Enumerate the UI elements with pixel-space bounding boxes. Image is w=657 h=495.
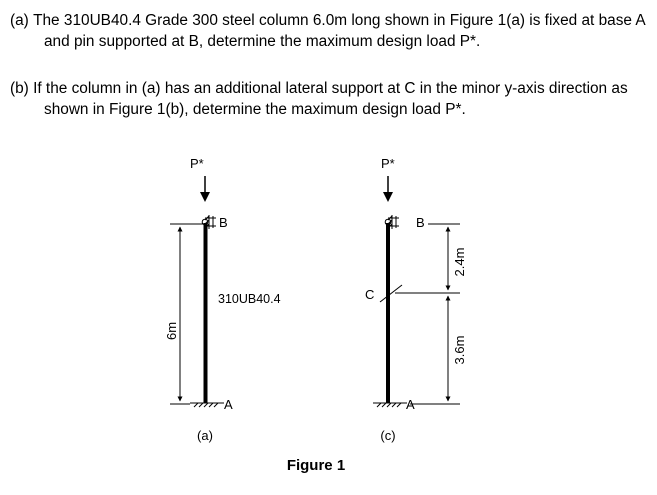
figure-caption: Figure 1 — [286, 457, 346, 474]
figure-c-column — [386, 223, 390, 403]
figure-c-load-label: P* — [381, 156, 395, 171]
load-arrow-icon — [200, 176, 210, 202]
figure-c-top-label: B — [416, 215, 425, 230]
figure-c-caption: (c) — [380, 428, 396, 443]
figure-c-bottom-label: A — [406, 397, 415, 412]
question-a-label: (a) — [10, 12, 29, 29]
figure-c-dimensions — [395, 224, 460, 404]
figure-a-load-label: P* — [190, 156, 204, 171]
load-arrow-icon — [383, 176, 393, 202]
question-b-body: If the column in (a) has an additional lateral support at C in the minor y-axis direction as shown in Figure 1(b), determine the maximum design load P*. — [33, 80, 628, 118]
figure-a — [164, 156, 281, 443]
figure-c-mid-label: C — [365, 287, 375, 302]
fixed-support-icon — [190, 403, 224, 407]
question-a-body: The 310UB40.4 Grade 300 steel column 6.0m long shown in Figure 1(a) is fixed at base A and pin supported at B, determine the maximum design load P*. — [33, 12, 645, 50]
figure-c-upper-dim-label: 2.4m — [452, 247, 467, 277]
figure-a-length-dimension — [170, 224, 203, 404]
figure-a-bottom-label: A — [224, 397, 233, 412]
figure-c-lower-dim-label: 3.6m — [452, 335, 467, 365]
figure-a-section-label: 310UB40.4 — [218, 292, 281, 306]
figure-a-column — [204, 223, 208, 403]
figure-a-length-label: 6m — [164, 321, 179, 341]
fixed-support-icon — [373, 403, 407, 407]
question-b-label: (b) — [10, 80, 29, 97]
figure-a-caption: (a) — [197, 428, 213, 443]
figure-c — [365, 156, 467, 443]
figure-a-top-label: B — [219, 215, 228, 230]
